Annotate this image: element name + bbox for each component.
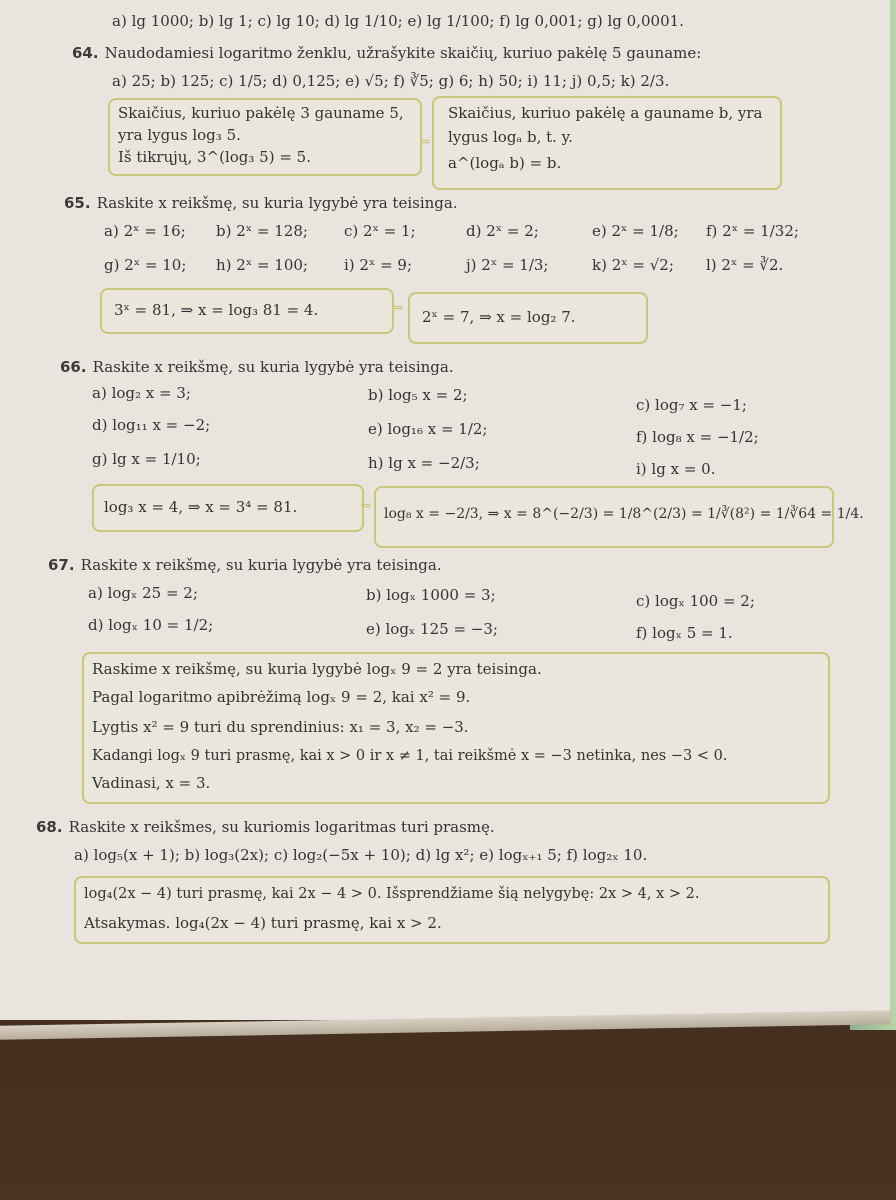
exercise-67-box: [82, 652, 830, 804]
exercise-65-number: 65.: [64, 194, 91, 212]
item: a) logₓ 25 = 2;: [88, 584, 198, 602]
item: b) logₓ 1000 = 3;: [366, 586, 496, 604]
exercise-68-heading: [36, 818, 495, 836]
double-arrow-icon: ⇔: [392, 300, 404, 316]
item: d) logₓ 10 = 1/2;: [88, 616, 214, 634]
box-line: Kadangi logₓ 9 turi prasmę, kai x > 0 ir x ≠ 1, tai reikšmė x = −3 netinka, nes −3 < 0.: [92, 748, 728, 764]
item: e) 2ˣ = 1/8;: [592, 222, 679, 240]
box-line: lygus logₐ b, t. y.: [448, 128, 573, 146]
exercise-64-number: 64.: [72, 44, 99, 62]
item: d) log₁₁ x = −2;: [92, 416, 211, 434]
exercise-64-heading: [72, 44, 701, 62]
box-line: log₄(2x − 4) turi prasmę, kai 2x − 4 > 0. Išsprendžiame šią nelygybę: 2x > 4, x > 2.: [84, 886, 700, 902]
exercise-64-text: Naudodamiesi logaritmo ženklu, užrašykite skaičių, kuriuo pakėlę 5 gauname:: [104, 44, 702, 62]
item: e) log₁₆ x = 1/2;: [368, 420, 488, 438]
item: c) logₓ 100 = 2;: [636, 592, 755, 610]
exercise-68-box: [74, 876, 830, 944]
box-line: 2ˣ = 7, ⇒ x = log₂ 7.: [422, 308, 576, 326]
double-arrow-icon: ⇔: [419, 134, 431, 150]
exercise-66-box-right: [374, 486, 864, 548]
exercise-65-text: Raskite x reikšmę, su kuria lygybė yra teisinga.: [96, 194, 458, 212]
exercise-66-text: Raskite x reikšmę, su kuria lygybė yra teisinga.: [92, 358, 454, 376]
exercise-65-box-left: [100, 288, 394, 334]
box-line: Vadinasi, x = 3.: [92, 774, 211, 792]
exercise-67-text: Raskite x reikšmę, su kuria lygybė yra teisinga.: [80, 556, 442, 574]
item: c) 2ˣ = 1;: [344, 222, 416, 240]
box-line: Skaičius, kuriuo pakėlę 3 gauname 5,: [118, 104, 404, 122]
exercise-66-box-left: [92, 484, 364, 532]
exercise-64-box-left: [108, 98, 422, 176]
item: h) lg x = −2/3;: [368, 454, 480, 472]
item: g) 2ˣ = 10;: [104, 256, 187, 274]
item: e) logₓ 125 = −3;: [366, 620, 498, 638]
exercise-67-heading: [48, 556, 442, 574]
item: l) 2ˣ = ∛2.: [706, 256, 784, 274]
exercise-65-row2: [104, 256, 784, 274]
exercise-65-box-right: [408, 292, 648, 344]
item: k) 2ˣ = √2;: [592, 256, 674, 274]
box-line: a^(logₐ b) = b.: [448, 154, 562, 172]
item: c) log₇ x = −1;: [636, 396, 747, 414]
box-line: Atsakymas. log₄(2x − 4) turi prasmę, kai x > 2.: [84, 914, 442, 932]
box-line: log₈ x = −2/3, ⇒ x = 8^(−2/3) = 1/8^(2/3) = 1/∛(8²) = 1/∛64 = 1/4.: [384, 506, 864, 522]
item: b) log₅ x = 2;: [368, 386, 468, 404]
double-arrow-icon: ⇔: [360, 498, 372, 514]
item: b) 2ˣ = 128;: [216, 222, 308, 240]
box-line: Skaičius, kuriuo pakėlę a gauname b, yra: [448, 104, 763, 122]
box-line: Pagal logaritmo apibrėžimą logₓ 9 = 2, kai x² = 9.: [92, 688, 471, 706]
item: f) 2ˣ = 1/32;: [706, 222, 799, 240]
item: a) log₂ x = 3;: [92, 384, 191, 402]
exercise-64-items: a) 25; b) 125; c) 1/5; d) 0,125; e) √5; f) ∛5; g) 6; h) 50; i) 11; j) 0,5; k) 2/3.: [112, 72, 670, 90]
exercise-68-items: a) log₅(x + 1); b) log₃(2x); c) log₂(−5x + 10); d) lg x²; e) logₓ₊₁ 5; f) log₂ₓ 10.: [74, 846, 648, 864]
exercise-64-box-right: [432, 96, 782, 190]
item: i) lg x = 0.: [636, 460, 716, 478]
item: j) 2ˣ = 1/3;: [466, 256, 549, 274]
item: d) 2ˣ = 2;: [466, 222, 539, 240]
box-line: yra lygus log₃ 5.: [118, 126, 241, 144]
exercise-66-number: 66.: [60, 358, 87, 376]
exercise-65-row1: [104, 222, 799, 240]
item: f) log₈ x = −1/2;: [636, 428, 759, 446]
item: f) logₓ 5 = 1.: [636, 624, 733, 642]
item: a) 2ˣ = 16;: [104, 222, 186, 240]
exercise-67-number: 67.: [48, 556, 75, 574]
box-line: 3ˣ = 81, ⇒ x = log₃ 81 = 4.: [114, 301, 319, 319]
box-line: Raskime x reikšmę, su kuria lygybė logₓ 9 = 2 yra teisinga.: [92, 660, 542, 678]
box-line: log₃ x = 4, ⇒ x = 3⁴ = 81.: [104, 498, 298, 516]
item: i) 2ˣ = 9;: [344, 256, 413, 274]
exercise-66-heading: [60, 358, 454, 376]
top-row-items: a) lg 1000; b) lg 1; c) lg 10; d) lg 1/10; e) lg 1/100; f) lg 0,001; g) lg 0,0001.: [112, 12, 684, 30]
exercise-68-text: Raskite x reikšmes, su kuriomis logaritmas turi prasmę.: [68, 818, 495, 836]
item: h) 2ˣ = 100;: [216, 256, 308, 274]
box-line: Lygtis x² = 9 turi du sprendinius: x₁ = 3, x₂ = −3.: [92, 718, 469, 736]
exercise-68-number: 68.: [36, 818, 63, 836]
box-line: Iš tikrųjų, 3^(log₃ 5) = 5.: [118, 148, 311, 166]
item: g) lg x = 1/10;: [92, 450, 201, 468]
exercise-65-heading: [64, 194, 458, 212]
